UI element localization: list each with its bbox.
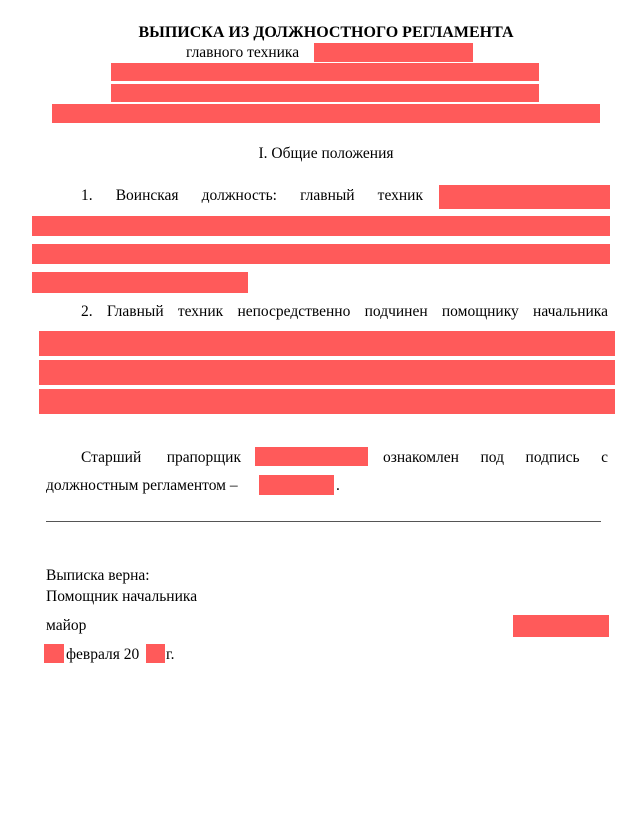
signer-rank: майор bbox=[46, 617, 87, 634]
redacted-block bbox=[111, 63, 539, 81]
redacted-block bbox=[314, 43, 473, 62]
redacted-block bbox=[513, 615, 609, 637]
item-1-word: техник bbox=[377, 187, 423, 204]
ack-word: с bbox=[601, 449, 608, 466]
item-2-word: начальника bbox=[533, 303, 608, 320]
separator-line bbox=[46, 521, 601, 522]
redacted-block bbox=[255, 447, 368, 466]
redacted-block bbox=[32, 216, 610, 236]
redacted-block bbox=[39, 389, 615, 414]
item-2-word: помощнику bbox=[441, 303, 519, 320]
redacted-block bbox=[44, 644, 64, 663]
redacted-block bbox=[39, 331, 615, 356]
item-2-word: подчинен bbox=[364, 303, 428, 320]
redacted-block bbox=[32, 244, 610, 264]
item-2-word: непосредственно bbox=[237, 303, 351, 320]
ack-word: подпись bbox=[525, 449, 580, 466]
acknowledgement-line-2: должностным регламентом – bbox=[46, 477, 238, 494]
item-2-line bbox=[81, 304, 608, 320]
acknowledgement-rest bbox=[383, 450, 608, 466]
acknowledgement-period: . bbox=[336, 477, 340, 494]
redacted-block bbox=[39, 360, 615, 385]
redacted-block bbox=[111, 84, 539, 102]
signer-position: Помощник начальника bbox=[46, 588, 198, 605]
item-2-word: 2. bbox=[81, 303, 93, 320]
item-1-line bbox=[81, 188, 423, 204]
verified-label: Выписка верна: bbox=[46, 567, 150, 584]
document-title: ВЫПИСКА ИЗ ДОЛЖНОСТНОГО РЕГЛАМЕНТА bbox=[138, 24, 514, 41]
redacted-block bbox=[32, 272, 248, 293]
item-1-word: главный bbox=[300, 187, 355, 204]
item-1-word: должность: bbox=[201, 187, 277, 204]
date-text: февраля 20 bbox=[66, 646, 140, 663]
item-2-word: Главный bbox=[106, 303, 164, 320]
date-year-suffix: г. bbox=[166, 646, 175, 663]
section-title: I. Общие положения bbox=[258, 145, 394, 162]
ack-word: Старший bbox=[81, 449, 142, 466]
redacted-block bbox=[52, 104, 600, 123]
redacted-block bbox=[259, 475, 334, 495]
ack-word: под bbox=[480, 449, 504, 466]
ack-word: ознакомлен bbox=[383, 449, 459, 466]
acknowledgement-rank bbox=[81, 450, 241, 466]
redacted-block bbox=[146, 644, 165, 663]
item-2-word: техник bbox=[177, 303, 224, 320]
item-1-word: Воинская bbox=[115, 187, 179, 204]
document-subtitle: главного техника bbox=[186, 44, 300, 61]
ack-word: прапорщик bbox=[166, 449, 241, 466]
item-1-number: 1. bbox=[81, 187, 93, 204]
redacted-block bbox=[439, 185, 610, 209]
